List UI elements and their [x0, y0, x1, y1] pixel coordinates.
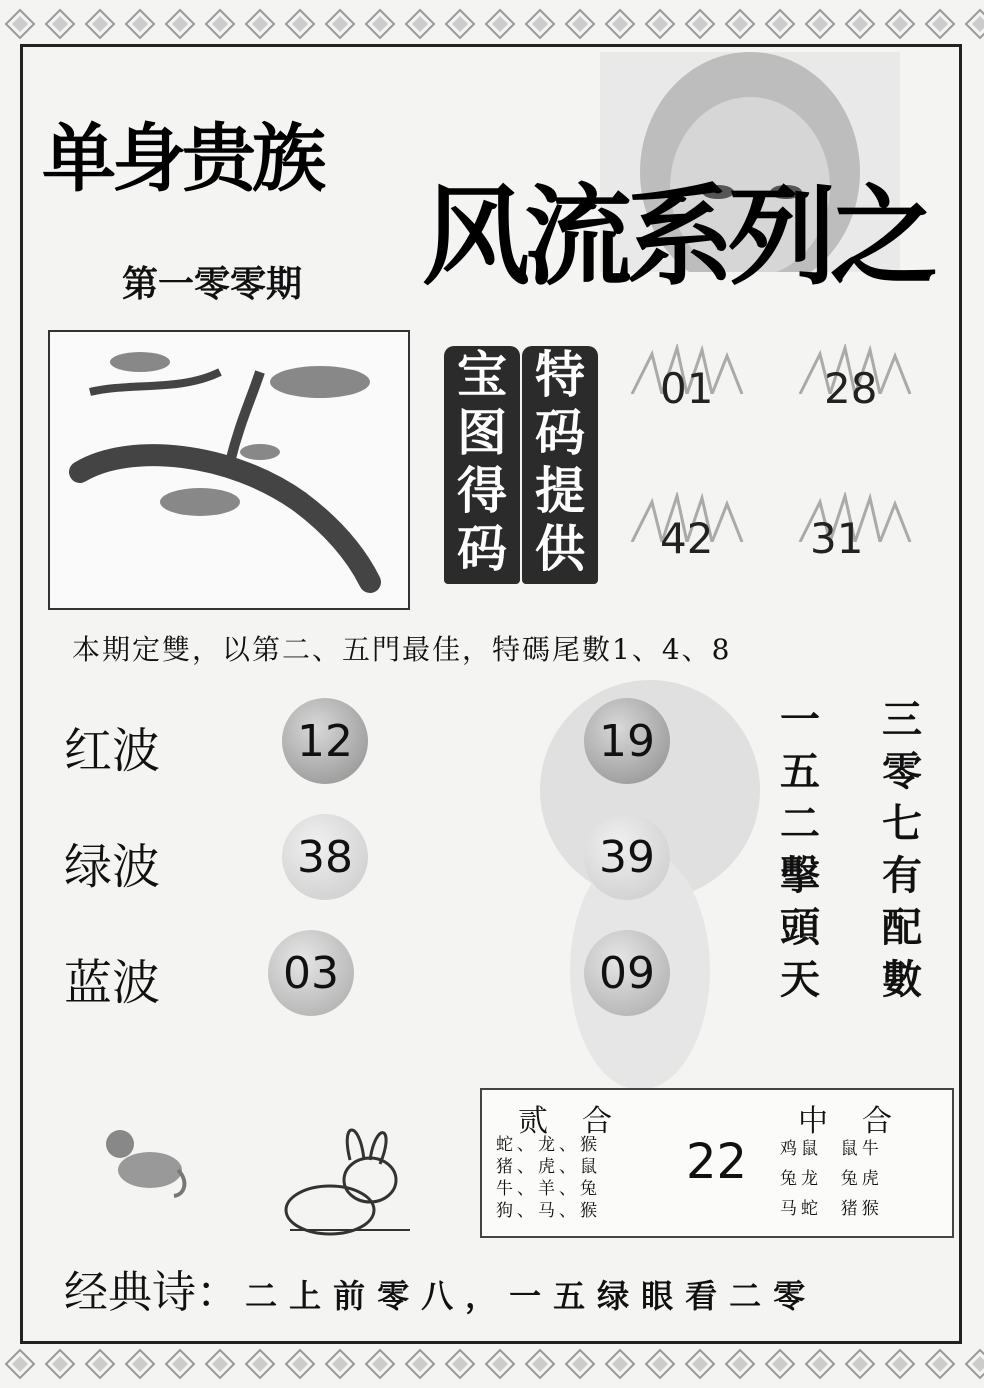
red-ball: 19 [584, 698, 670, 784]
vertical-char: 擊 [780, 852, 820, 899]
list-item: 猪、虎、鼠 [496, 1157, 601, 1177]
monkey-icon [90, 1120, 190, 1200]
vertical-char: 七 [882, 800, 922, 847]
title-right: 风流系列之 [422, 175, 933, 300]
group2-list [780, 1134, 883, 1224]
bottom-border-pattern [0, 1346, 984, 1382]
vertical-char: 天 [780, 956, 820, 1003]
vertical-char: 有 [882, 852, 922, 899]
group2-title: 中合 [798, 1104, 926, 1139]
list-item: 蛇、龙、猴 [496, 1135, 601, 1155]
issue-number: 第一零零期 [122, 264, 303, 305]
green-ball: 39 [584, 814, 670, 900]
vertical-char: 一 [780, 696, 820, 743]
list-item: 兔龙 兔虎 [780, 1169, 883, 1189]
title-left: 单身贵族 [42, 116, 322, 202]
rabbit-icon [280, 1120, 420, 1240]
group1-list [496, 1134, 601, 1222]
banner-column-2 [522, 346, 598, 584]
banner-char: 码 [457, 520, 507, 578]
green-ball: 38 [282, 814, 368, 900]
poem-text: 二上前零八，一五绿眼看二零 [245, 1277, 818, 1315]
list-item: 狗、马、猴 [496, 1201, 601, 1221]
red-wave-label: 红波 [64, 723, 161, 779]
special-number: 28 [824, 364, 878, 413]
vertical-char: 配 [882, 904, 922, 951]
vertical-text-1 [774, 694, 826, 1006]
special-number: 42 [660, 514, 714, 563]
list-item: 牛、羊、兔 [496, 1179, 601, 1199]
banner-char: 特 [535, 346, 585, 404]
banner-column-1 [444, 346, 520, 584]
list-item: 马蛇 猪猴 [780, 1199, 883, 1219]
bonsai-tree-image [48, 330, 410, 610]
blue-ball: 03 [268, 930, 354, 1016]
zodiac-combo-box [480, 1088, 954, 1238]
vertical-char: 二 [780, 800, 820, 847]
banner-char: 供 [535, 520, 585, 578]
top-border-pattern [0, 6, 984, 42]
center-number: 22 [686, 1134, 748, 1190]
blue-ball: 09 [584, 930, 670, 1016]
vertical-char: 頭 [780, 904, 820, 951]
banner-char: 码 [535, 404, 585, 462]
vertical-char: 數 [882, 956, 922, 1003]
poem-label: 经典诗： [64, 1267, 240, 1318]
banner-char: 宝 [457, 346, 507, 404]
special-number: 31 [810, 514, 864, 563]
red-ball: 12 [282, 698, 368, 784]
banner-char: 得 [457, 462, 507, 520]
banner-char: 图 [457, 404, 507, 462]
period-note: 本期定雙，以第二、五門最佳，特碼尾數1、4、8 [72, 633, 732, 666]
banner-char: 提 [535, 462, 585, 520]
vertical-char: 五 [780, 748, 820, 795]
group1-title: 贰合 [518, 1104, 646, 1139]
vertical-char: 零 [882, 748, 922, 795]
green-wave-label: 绿波 [64, 839, 161, 895]
special-number: 01 [660, 364, 714, 413]
list-item: 鸡鼠 鼠牛 [780, 1139, 883, 1159]
vertical-char: 三 [882, 696, 922, 743]
classic-poem [64, 1256, 817, 1320]
blue-wave-label: 蓝波 [64, 955, 161, 1011]
vertical-text-2 [876, 694, 928, 1006]
